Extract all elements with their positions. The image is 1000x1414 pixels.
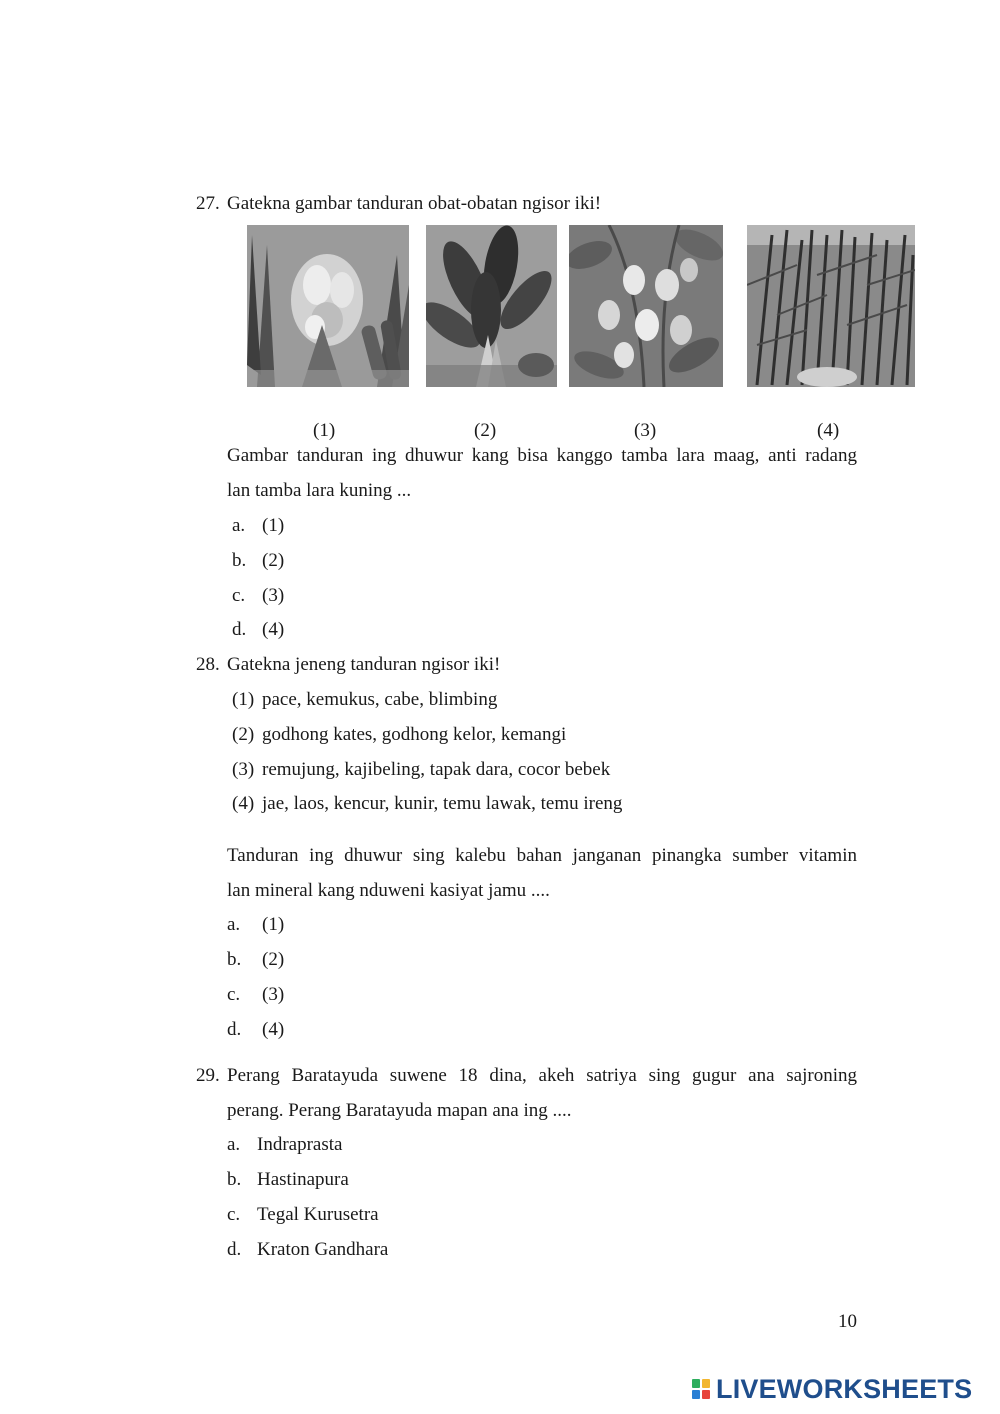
liveworksheets-logo-text: LIVEWORKSHEETS: [716, 1374, 973, 1404]
question-27-text-line2: lan tamba lara kuning ...: [227, 480, 412, 501]
image-label-4: (4): [817, 420, 840, 441]
q27-option-c-letter: c.: [232, 585, 246, 606]
q28-option-b-letter: b.: [227, 949, 242, 970]
question-28-number: 28.: [196, 654, 220, 675]
question-29-number: 29.: [196, 1065, 220, 1086]
q28-option-d[interactable]: (4): [262, 1019, 285, 1040]
question-28-prompt: Gatekna jeneng tanduran ngisor iki!: [227, 654, 501, 675]
q28-list-num-4: (4): [232, 793, 255, 814]
q29-option-a-letter: a.: [227, 1134, 241, 1155]
physalis-lantern-photo: [569, 225, 723, 387]
q28-option-a-letter: a.: [227, 914, 241, 935]
q28-list-item-1: pace, kemukus, cabe, blimbing: [262, 689, 498, 710]
q28-list-item-3: remujung, kajibeling, tapak dara, cocor bebek: [262, 759, 611, 780]
q29-option-c-letter: c.: [227, 1204, 241, 1225]
question-29-text-line1: Perang Baratayuda suwene 18 dina, akeh satriya sing gugur ana sajroning: [227, 1065, 857, 1086]
q28-list-num-2: (2): [232, 724, 255, 745]
liveworksheets-logo[interactable]: [692, 1374, 992, 1406]
image-label-3: (3): [634, 420, 657, 441]
image-label-1: (1): [313, 420, 336, 441]
q29-option-a[interactable]: Indraprasta: [257, 1134, 343, 1155]
q27-option-c[interactable]: (3): [262, 585, 285, 606]
q29-option-d-letter: d.: [227, 1239, 242, 1260]
q28-list-item-4: jae, laos, kencur, kunir, temu lawak, temu ireng: [262, 793, 623, 814]
leafy-plant-photo: [426, 225, 557, 387]
q29-option-c[interactable]: Tegal Kurusetra: [257, 1204, 379, 1225]
q27-option-d[interactable]: (4): [262, 619, 285, 640]
ginger-grass-photo: [747, 225, 915, 387]
question-28-text-line1: Tanduran ing dhuwur sing kalebu bahan janganan pinangka sumber vitamin: [227, 845, 857, 866]
q29-option-b[interactable]: Hastinapura: [257, 1169, 349, 1190]
q28-list-num-1: (1): [232, 689, 255, 710]
q28-option-a[interactable]: (1): [262, 914, 285, 935]
question-27-number: 27.: [196, 193, 220, 214]
q28-list-item-2: godhong kates, godhong kelor, kemangi: [262, 724, 567, 745]
turmeric-flower-photo: [247, 225, 409, 387]
page-number: 10: [838, 1311, 857, 1332]
q27-option-b[interactable]: (2): [262, 550, 285, 571]
q28-option-b[interactable]: (2): [262, 949, 285, 970]
q27-option-d-letter: d.: [232, 619, 247, 640]
q27-option-a[interactable]: (1): [262, 515, 285, 536]
liveworksheets-logo-icon: [692, 1379, 712, 1401]
q28-option-d-letter: d.: [227, 1019, 242, 1040]
q29-option-d[interactable]: Kraton Gandhara: [257, 1239, 389, 1260]
q29-option-b-letter: b.: [227, 1169, 242, 1190]
q28-list-num-3: (3): [232, 759, 255, 780]
question-28-text-line2: lan mineral kang nduweni kasiyat jamu ....: [227, 880, 550, 901]
q28-option-c[interactable]: (3): [262, 984, 285, 1005]
image-label-2: (2): [474, 420, 497, 441]
question-29-text-line2: perang. Perang Baratayuda mapan ana ing ....: [227, 1100, 572, 1121]
q28-option-c-letter: c.: [227, 984, 241, 1005]
question-27-text-line1: Gambar tanduran ing dhuwur kang bisa kanggo tamba lara maag, anti radang: [227, 445, 857, 466]
q27-option-b-letter: b.: [232, 550, 247, 571]
q27-option-a-letter: a.: [232, 515, 246, 536]
question-27-prompt: Gatekna gambar tanduran obat-obatan ngisor iki!: [227, 193, 602, 214]
